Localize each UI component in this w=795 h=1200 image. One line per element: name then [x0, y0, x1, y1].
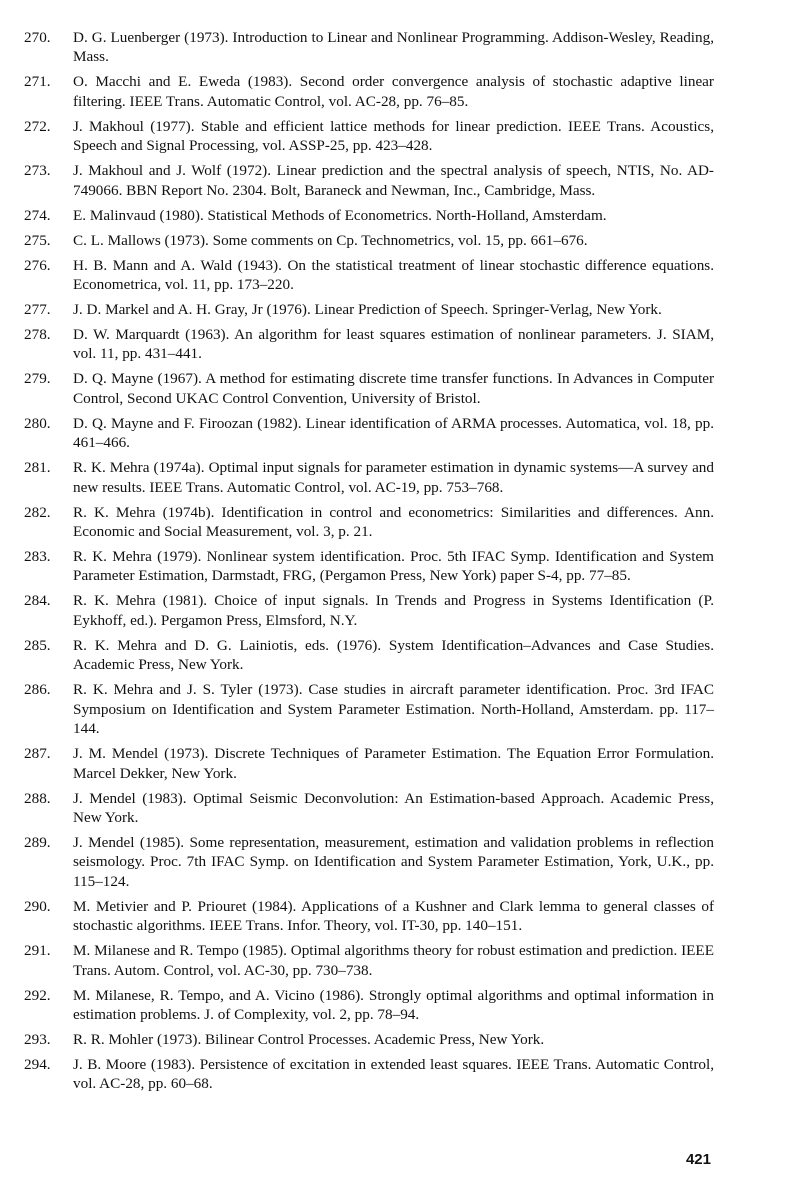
reference-number: 276. — [24, 256, 51, 274]
reference-entry — [24, 897, 714, 936]
reference-text: E. Malinvaud (1980). Statistical Methods of Econometrics. North-Holland, Amsterdam. — [73, 206, 607, 224]
reference-entry — [24, 636, 714, 675]
reference-text: D. W. Marquardt (1963). An algorithm for least squares estimation of nonlinear parameters. J. SIAM, vol. 11, pp. 431–441. — [73, 326, 714, 363]
reference-number: 271. — [24, 73, 51, 91]
reference-text: M. Milanese and R. Tempo (1985). Optimal algorithms theory for robust estimation and prediction. IEEE Trans. Autom. Control, vol. AC-30, pp. 730–738. — [73, 942, 714, 979]
reference-text: J. B. Moore (1983). Persistence of excitation in extended least squares. IEEE Trans. Automatic Control, vol. AC-28, pp. 60–68. — [73, 1055, 714, 1093]
reference-entry — [24, 591, 714, 630]
reference-entry — [24, 1030, 714, 1049]
reference-text: J. Makhoul (1977). Stable and efficient lattice methods for linear prediction. IEEE Trans. Acoustics, Speech and Signal Processing, vol. ASSP-25, pp. 423–428. — [73, 117, 714, 155]
reference-text: J. Mendel (1985). Some representation, measurement, estimation and validation problems in reflection seismology. Proc. 7th IFAC Symp. on Identification and System Parameter Estimation, York, U.K., pp. 115–124. — [73, 833, 714, 890]
reference-text: R. K. Mehra and D. G. Lainiotis, eds. (1976). System Identification–Advances and Case Studies. Academic Press, New York. — [73, 636, 714, 674]
reference-entry — [24, 1055, 714, 1094]
reference-text: R. R. Mohler (1973). Bilinear Control Processes. Academic Press, New York. — [73, 1030, 545, 1048]
reference-entry — [24, 680, 714, 738]
reference-text: R. K. Mehra (1981). Choice of input signals. In Trends and Progress in Systems Identification (P. Eykhoff, ed.). Pergamon Press, Elmsford, N.Y. — [73, 592, 714, 629]
reference-text: D. Q. Mayne and F. Firoozan (1982). Linear identification of ARMA processes. Automatica, vol. 18, pp. 461–466. — [73, 414, 714, 452]
reference-number: 279. — [24, 370, 51, 388]
reference-entry — [24, 833, 714, 891]
reference-entry — [24, 161, 714, 200]
reference-entry — [24, 72, 714, 111]
reference-number: 274. — [24, 206, 51, 224]
reference-list — [24, 28, 714, 1099]
page-number: 421 — [685, 1151, 711, 1168]
reference-text: O. Macchi and E. Eweda (1983). Second order convergence analysis of stochastic adaptive linear filtering. IEEE Trans. Automatic Control, vol. AC-28, pp. 76–85. — [73, 73, 714, 110]
reference-number: 290. — [24, 897, 51, 915]
reference-number: 272. — [24, 117, 51, 135]
reference-number: 280. — [24, 414, 51, 432]
reference-entry — [24, 547, 714, 586]
reference-number: 283. — [24, 548, 51, 566]
reference-number: 278. — [24, 326, 51, 344]
reference-number: 281. — [24, 459, 51, 477]
reference-number: 289. — [24, 833, 51, 851]
reference-text: J. D. Markel and A. H. Gray, Jr (1976). Linear Prediction of Speech. Springer-Verlag, New York. — [73, 301, 662, 319]
reference-entry — [24, 117, 714, 156]
reference-number: 277. — [24, 301, 51, 319]
reference-entry — [24, 28, 714, 67]
reference-entry — [24, 369, 714, 408]
reference-entry — [24, 941, 714, 980]
reference-number: 275. — [24, 231, 51, 249]
reference-entry — [24, 256, 714, 295]
reference-entry — [24, 206, 714, 225]
reference-number: 291. — [24, 942, 51, 960]
reference-entry — [24, 986, 714, 1025]
reference-number: 286. — [24, 681, 51, 699]
reference-text: J. Mendel (1983). Optimal Seismic Deconvolution: An Estimation-based Approach. Academic Press, New York. — [73, 789, 714, 826]
reference-number: 293. — [24, 1030, 51, 1048]
reference-number: 273. — [24, 162, 51, 180]
reference-entry — [24, 325, 714, 364]
reference-entry — [24, 744, 714, 783]
reference-text: R. K. Mehra (1979). Nonlinear system identification. Proc. 5th IFAC Symp. Identification and System Parameter Estimation, Darmstadt, FRG, (Pergamon Press, New York) paper S-4, pp. 77–85. — [73, 548, 714, 585]
reference-number: 270. — [24, 29, 51, 46]
reference-number: 292. — [24, 986, 51, 1004]
reference-text: H. B. Mann and A. Wald (1943). On the statistical treatment of linear stochastic difference equations. Econometrica, vol. 11, pp. 173–220. — [73, 256, 714, 294]
reference-text: D. Q. Mayne (1967). A method for estimating discrete time transfer functions. In Advances in Computer Control, Second UKAC Control Convention, University of Bristol. — [73, 370, 714, 407]
reference-number: 294. — [24, 1055, 51, 1073]
reference-number: 284. — [24, 592, 51, 610]
reference-text: M. Milanese, R. Tempo, and A. Vicino (1986). Strongly optimal algorithms and optimal information in estimation problems. J. of Complexity, vol. 2, pp. 78–94. — [73, 986, 714, 1023]
reference-text: J. Makhoul and J. Wolf (1972). Linear prediction and the spectral analysis of speech, NTIS, No. AD-749066. BBN Report No. 2304. Bolt, Baraneck and Newman, Inc., Cambridge, Mass. — [73, 162, 714, 199]
reference-entry — [24, 503, 714, 542]
reference-entry — [24, 414, 714, 453]
reference-number: 282. — [24, 503, 51, 521]
reference-number: 285. — [24, 636, 51, 654]
reference-text: J. M. Mendel (1973). Discrete Techniques of Parameter Estimation. The Equation Error Formulation. Marcel Dekker, New York. — [73, 745, 714, 782]
reference-text: D. G. Luenberger (1973). Introduction to Linear and Nonlinear Programming. Addison-Wesley, Reading, Mass. — [73, 29, 714, 66]
reference-number: 288. — [24, 789, 51, 807]
reference-number: 287. — [24, 745, 51, 763]
reference-entry — [24, 300, 714, 319]
reference-entry — [24, 458, 714, 497]
reference-text: M. Metivier and P. Priouret (1984). Applications of a Kushner and Clark lemma to general classes of stochastic algorithms. IEEE Trans. Infor. Theory, vol. IT-30, pp. 140–151. — [73, 897, 714, 935]
reference-text: C. L. Mallows (1973). Some comments on Cp. Technometrics, vol. 15, pp. 661–676. — [73, 231, 588, 249]
reference-text: R. K. Mehra (1974b). Identification in control and econometrics: Similarities and differences. Ann. Economic and Social Measurement, vol. 3, p. 21. — [73, 503, 714, 541]
reference-entry — [24, 231, 714, 250]
reference-text: R. K. Mehra and J. S. Tyler (1973). Case studies in aircraft parameter identification. Proc. 3rd IFAC Symposium on Identification and System Parameter Estimation. North-Holland, Amsterdam. pp. 117–144. — [73, 681, 714, 738]
reference-text: R. K. Mehra (1974a). Optimal input signals for parameter estimation in dynamic systems—A survey and new results. IEEE Trans. Automatic Control, vol. AC-19, pp. 753–768. — [73, 459, 714, 496]
reference-entry — [24, 789, 714, 828]
